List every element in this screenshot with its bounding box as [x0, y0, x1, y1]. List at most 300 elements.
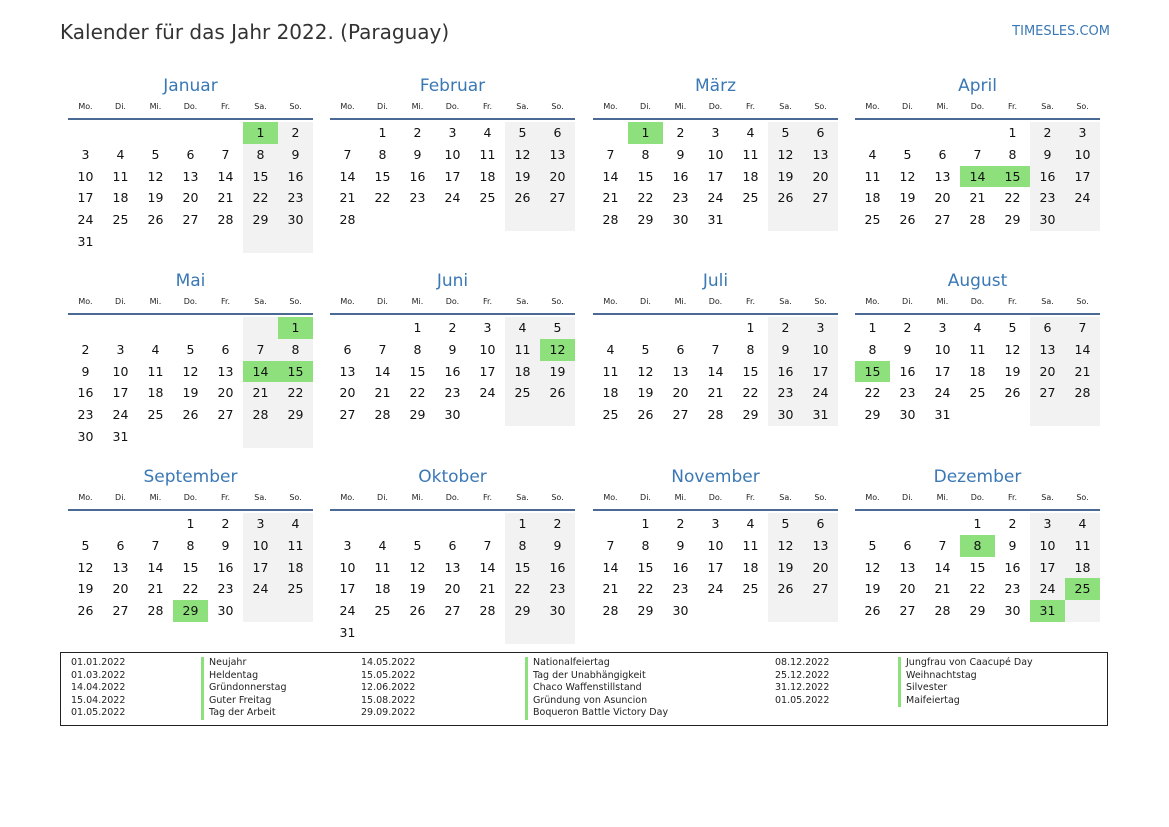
day-cell: 20 — [444, 581, 461, 597]
day-cell: 4 — [278, 513, 313, 535]
holiday-legend — [60, 652, 1108, 726]
month-name: Mai — [175, 271, 206, 291]
legend-name-column — [201, 657, 286, 720]
day-cell: 8 — [243, 144, 278, 166]
day-cell: 4 — [1065, 513, 1100, 535]
day-cell: 19 — [1004, 363, 1021, 379]
day-cell: 19 — [768, 166, 803, 188]
empty-day-cell — [925, 513, 960, 535]
empty-day-cell — [540, 622, 575, 644]
day-cell: 12 — [409, 559, 426, 575]
day-cell: 16 — [1004, 559, 1021, 575]
day-cell: 27 — [672, 407, 689, 423]
day-cell: 2 — [413, 125, 422, 140]
weekday-label: Sa. — [516, 297, 529, 306]
month-name: November — [671, 467, 760, 487]
day-cell: 9 — [768, 339, 803, 361]
day-cell: 7 — [483, 537, 492, 553]
day-cell: 9 — [676, 146, 685, 162]
day-cell: 13 — [112, 559, 129, 575]
weekday-label: Mi. — [674, 493, 687, 502]
day-cell: 20 — [803, 557, 838, 579]
weekday-label: Do. — [445, 493, 460, 502]
day-cell: 5 — [540, 317, 575, 339]
day-cell: 13 — [803, 144, 838, 166]
day-cell: 18 — [479, 168, 496, 184]
holiday-day-cell: 25 — [1065, 578, 1100, 600]
day-cell: 2 — [540, 513, 575, 535]
empty-day-cell — [400, 622, 435, 644]
day-cell: 3 — [711, 516, 720, 531]
day-cell: 17 — [77, 190, 94, 206]
day-cell: 25 — [479, 190, 496, 206]
day-cell: 26 — [899, 212, 916, 228]
day-cell: 31 — [934, 407, 951, 423]
day-cell: 23 — [540, 578, 575, 600]
day-cell: 18 — [742, 559, 759, 575]
empty-day-cell — [733, 209, 768, 231]
empty-day-cell — [470, 513, 505, 535]
weekday-label: Di. — [115, 493, 126, 502]
weekday-label: Mo. — [865, 493, 880, 502]
empty-day-cell — [208, 426, 243, 448]
weekday-header — [330, 100, 575, 120]
day-cell: 4 — [746, 516, 755, 531]
day-cell: 19 — [768, 557, 803, 579]
day-cell: 14 — [217, 168, 234, 184]
day-cell: 17 — [934, 363, 951, 379]
holiday-date: 01.05.2022 — [71, 707, 126, 719]
day-cell: 25 — [505, 382, 540, 404]
day-cell: 2 — [81, 341, 90, 357]
day-cell: 24 — [1030, 578, 1065, 600]
weekday-label: Mo. — [78, 102, 93, 111]
weekday-label: Di. — [377, 297, 388, 306]
weekday-label: Sa. — [1041, 102, 1054, 111]
day-cell: 29 — [278, 404, 313, 426]
empty-day-cell — [803, 600, 838, 622]
empty-day-cell — [243, 317, 278, 339]
day-cell: 21 — [969, 190, 986, 206]
day-cell: 12 — [147, 168, 164, 184]
day-cell: 10 — [1065, 144, 1100, 166]
day-cell: 24 — [934, 385, 951, 401]
month-name: Oktober — [418, 467, 487, 487]
holiday-name: Jungfrau von Caacupé Day — [898, 657, 1033, 670]
day-cell: 2 — [1008, 516, 1017, 531]
empty-day-cell — [400, 209, 435, 231]
day-cell: 13 — [1030, 339, 1065, 361]
weekday-header — [593, 295, 838, 315]
holiday-day-cell: 1 — [278, 317, 313, 339]
day-cell: 12 — [768, 535, 803, 557]
day-cell: 2 — [676, 125, 685, 140]
day-cell: 19 — [505, 166, 540, 188]
day-cell: 10 — [339, 559, 356, 575]
weekday-label: Sa. — [516, 102, 529, 111]
day-cell: 20 — [339, 385, 356, 401]
day-cell: 27 — [803, 187, 838, 209]
weekday-label: Fr. — [220, 102, 231, 111]
day-cell: 13 — [672, 363, 689, 379]
weekday-header — [855, 100, 1100, 120]
day-grid — [330, 317, 575, 426]
day-cell: 8 — [641, 537, 650, 553]
day-cell: 11 — [112, 168, 129, 184]
day-cell: 18 — [602, 385, 619, 401]
day-cell: 13 — [540, 144, 575, 166]
day-cell: 26 — [182, 407, 199, 423]
weekday-label: Mi. — [674, 297, 687, 306]
day-cell: 17 — [1030, 557, 1065, 579]
day-cell: 15 — [637, 559, 654, 575]
day-cell: 16 — [672, 559, 689, 575]
holiday-name: Chaco Waffenstillstand — [525, 682, 668, 695]
empty-day-cell — [1065, 600, 1100, 622]
day-cell: 7 — [243, 339, 278, 361]
empty-day-cell — [698, 317, 733, 339]
holiday-name: Guter Freitag — [201, 695, 286, 708]
day-cell: 28 — [602, 603, 619, 619]
day-cell: 4 — [378, 537, 387, 553]
day-cell: 10 — [934, 341, 951, 357]
day-grid — [593, 317, 838, 426]
day-cell: 4 — [505, 317, 540, 339]
day-cell: 20 — [899, 581, 916, 597]
day-cell: 30 — [444, 407, 461, 423]
day-cell: 16 — [409, 168, 426, 184]
day-cell: 25 — [742, 190, 759, 206]
empty-day-cell — [278, 426, 313, 448]
day-cell: 18 — [864, 190, 881, 206]
day-cell: 11 — [479, 146, 496, 162]
day-cell: 25 — [742, 581, 759, 597]
day-cell: 6 — [1030, 317, 1065, 339]
day-cell: 7 — [938, 537, 947, 553]
holiday-day-cell: 1 — [628, 122, 663, 144]
day-cell: 20 — [182, 190, 199, 206]
empty-day-cell — [208, 122, 243, 144]
day-cell: 25 — [969, 385, 986, 401]
day-cell: 17 — [444, 168, 461, 184]
empty-day-cell — [243, 426, 278, 448]
day-cell: 20 — [1030, 361, 1065, 383]
day-cell: 4 — [116, 146, 125, 162]
day-cell: 28 — [1065, 382, 1100, 404]
day-cell: 8 — [413, 341, 422, 357]
legend-date-column — [71, 657, 125, 720]
weekday-label: Do. — [708, 493, 723, 502]
day-cell: 24 — [479, 385, 496, 401]
day-cell: 7 — [151, 537, 160, 553]
day-cell: 11 — [742, 537, 759, 553]
day-cell: 1 — [973, 516, 982, 531]
day-cell: 22 — [969, 581, 986, 597]
brand-link[interactable]: TIMESLES.COM — [1012, 24, 1110, 39]
day-cell: 4 — [606, 341, 615, 357]
day-cell: 28 — [934, 603, 951, 619]
weekday-label: Fr. — [482, 493, 493, 502]
weekday-label: So. — [814, 493, 827, 502]
day-cell: 9 — [278, 144, 313, 166]
day-cell: 10 — [112, 363, 129, 379]
month-3 — [593, 74, 838, 231]
day-cell: 8 — [1008, 146, 1017, 162]
day-cell: 29 — [1004, 212, 1021, 228]
empty-day-cell — [243, 600, 278, 622]
weekday-label: So. — [1076, 102, 1089, 111]
weekday-label: Fr. — [482, 102, 493, 111]
empty-day-cell — [435, 622, 470, 644]
day-cell: 8 — [641, 146, 650, 162]
day-cell: 1 — [868, 320, 877, 335]
day-cell: 28 — [339, 212, 356, 228]
empty-day-cell — [925, 122, 960, 144]
weekday-label: Do. — [708, 297, 723, 306]
holiday-name: Gründung von Asuncion — [525, 695, 668, 708]
holiday-day-cell: 15 — [995, 166, 1030, 188]
day-cell: 5 — [768, 122, 803, 144]
day-cell: 30 — [540, 600, 575, 622]
weekday-label: Sa. — [254, 297, 267, 306]
holiday-date: 29.09.2022 — [361, 707, 416, 719]
day-cell: 6 — [803, 513, 838, 535]
weekday-label: Mo. — [340, 297, 355, 306]
day-cell: 2 — [676, 516, 685, 531]
weekday-label: Sa. — [779, 102, 792, 111]
day-cell: 2 — [278, 122, 313, 144]
holiday-name: Heldentag — [201, 670, 286, 683]
weekday-label: Do. — [970, 297, 985, 306]
weekday-label: So. — [814, 297, 827, 306]
weekday-label: Di. — [640, 102, 651, 111]
weekday-header — [855, 491, 1100, 511]
weekday-label: Di. — [115, 297, 126, 306]
weekday-header — [330, 491, 575, 511]
empty-day-cell — [1030, 404, 1065, 426]
empty-day-cell — [103, 317, 138, 339]
empty-day-cell — [365, 513, 400, 535]
day-cell: 26 — [768, 187, 803, 209]
day-cell: 6 — [116, 537, 125, 553]
day-cell: 28 — [479, 603, 496, 619]
holiday-day-cell: 14 — [960, 166, 995, 188]
day-cell: 11 — [969, 341, 986, 357]
day-cell: 13 — [803, 535, 838, 557]
weekday-label: Di. — [377, 493, 388, 502]
day-cell: 15 — [969, 559, 986, 575]
day-cell: 9 — [413, 146, 422, 162]
day-cell: 24 — [803, 382, 838, 404]
empty-day-cell — [663, 317, 698, 339]
day-cell: 29 — [864, 407, 881, 423]
day-cell: 9 — [1008, 537, 1017, 553]
empty-day-cell — [208, 317, 243, 339]
day-cell: 22 — [409, 385, 426, 401]
day-cell: 1 — [641, 516, 650, 531]
day-cell: 31 — [803, 404, 838, 426]
day-cell: 27 — [803, 578, 838, 600]
day-cell: 18 — [742, 168, 759, 184]
weekday-label: Mi. — [411, 102, 424, 111]
day-cell: 14 — [602, 559, 619, 575]
day-grid — [593, 122, 838, 231]
day-cell: 21 — [217, 190, 234, 206]
month-name: Januar — [163, 76, 218, 96]
day-cell: 13 — [934, 168, 951, 184]
weekday-label: Mi. — [149, 493, 162, 502]
weekday-label: Do. — [708, 102, 723, 111]
weekday-label: So. — [1076, 297, 1089, 306]
day-cell: 28 — [969, 212, 986, 228]
day-cell: 28 — [374, 407, 391, 423]
day-cell: 21 — [934, 581, 951, 597]
month-name: Februar — [419, 76, 486, 96]
month-name: März — [695, 76, 736, 96]
day-cell: 4 — [868, 146, 877, 162]
day-cell: 31 — [339, 624, 356, 640]
page-title: Kalender für das Jahr 2022. (Paraguay) — [60, 20, 450, 44]
day-cell: 27 — [217, 407, 234, 423]
empty-day-cell — [330, 317, 365, 339]
empty-day-cell — [138, 426, 173, 448]
day-cell: 16 — [899, 363, 916, 379]
day-cell: 18 — [969, 363, 986, 379]
day-cell: 16 — [768, 361, 803, 383]
holiday-day-cell: 15 — [278, 361, 313, 383]
holiday-date: 08.12.2022 — [775, 657, 830, 668]
holiday-date: 31.12.2022 — [775, 682, 830, 694]
day-cell: 30 — [278, 209, 313, 231]
empty-day-cell — [138, 231, 173, 253]
day-cell: 10 — [707, 537, 724, 553]
day-cell: 22 — [243, 187, 278, 209]
day-cell: 22 — [278, 382, 313, 404]
day-cell: 12 — [77, 559, 94, 575]
day-cell: 1 — [505, 513, 540, 535]
empty-day-cell — [540, 404, 575, 426]
day-grid — [330, 513, 575, 644]
day-cell: 1 — [413, 320, 422, 335]
day-cell: 31 — [112, 428, 129, 444]
legend-name-column — [898, 657, 1033, 707]
day-cell: 13 — [217, 363, 234, 379]
empty-day-cell — [768, 209, 803, 231]
holiday-day-cell: 12 — [540, 339, 575, 361]
day-cell: 11 — [505, 339, 540, 361]
day-cell: 17 — [339, 581, 356, 597]
holiday-name: Nationalfeiertag — [525, 657, 668, 670]
day-cell: 26 — [505, 187, 540, 209]
day-cell: 11 — [147, 363, 164, 379]
day-cell: 3 — [711, 125, 720, 140]
weekday-label: Di. — [115, 102, 126, 111]
day-cell: 27 — [182, 212, 199, 228]
weekday-label: Do. — [445, 297, 460, 306]
empty-day-cell — [435, 513, 470, 535]
day-cell: 17 — [112, 385, 129, 401]
day-cell: 8 — [746, 341, 755, 357]
legend-date-column — [361, 657, 415, 720]
day-cell: 20 — [803, 166, 838, 188]
empty-day-cell — [593, 317, 628, 339]
month-9 — [68, 465, 313, 622]
weekday-label: Mo. — [78, 493, 93, 502]
day-cell: 23 — [77, 407, 94, 423]
weekday-label: Do. — [970, 102, 985, 111]
day-cell: 29 — [505, 600, 540, 622]
holiday-name: Neujahr — [201, 657, 286, 670]
day-cell: 12 — [505, 144, 540, 166]
month-5 — [68, 269, 313, 448]
holiday-day-cell: 8 — [960, 535, 995, 557]
day-cell: 18 — [374, 581, 391, 597]
weekday-label: Sa. — [516, 493, 529, 502]
day-cell: 3 — [81, 146, 90, 162]
day-cell: 22 — [182, 581, 199, 597]
day-cell: 25 — [374, 603, 391, 619]
month-name: August — [947, 271, 1008, 291]
day-cell: 11 — [864, 168, 881, 184]
day-cell: 25 — [278, 578, 313, 600]
day-cell: 21 — [339, 190, 356, 206]
day-cell: 21 — [147, 581, 164, 597]
day-cell: 5 — [768, 513, 803, 535]
day-cell: 16 — [444, 363, 461, 379]
day-cell: 23 — [1004, 581, 1021, 597]
empty-day-cell — [435, 209, 470, 231]
month-6 — [330, 269, 575, 426]
empty-day-cell — [103, 513, 138, 535]
day-cell: 9 — [676, 537, 685, 553]
day-cell: 7 — [973, 146, 982, 162]
weekday-label: Mi. — [149, 102, 162, 111]
day-cell: 15 — [742, 363, 759, 379]
empty-day-cell — [733, 600, 768, 622]
day-cell: 16 — [1030, 166, 1065, 188]
weekday-label: Di. — [902, 102, 913, 111]
day-cell: 22 — [1004, 190, 1021, 206]
empty-day-cell — [505, 209, 540, 231]
day-cell: 14 — [479, 559, 496, 575]
day-cell: 5 — [903, 146, 912, 162]
day-cell: 28 — [243, 404, 278, 426]
day-cell: 14 — [339, 168, 356, 184]
day-cell: 9 — [221, 537, 230, 553]
day-cell: 23 — [409, 190, 426, 206]
empty-day-cell — [1065, 404, 1100, 426]
day-grid — [593, 513, 838, 622]
weekday-label: Mo. — [603, 297, 618, 306]
day-cell: 17 — [479, 363, 496, 379]
day-cell: 27 — [444, 603, 461, 619]
month-name: September — [143, 467, 238, 487]
day-cell: 3 — [448, 125, 457, 140]
day-cell: 19 — [182, 385, 199, 401]
day-cell: 29 — [969, 603, 986, 619]
day-cell: 6 — [540, 122, 575, 144]
weekday-header — [855, 295, 1100, 315]
day-cell: 25 — [147, 407, 164, 423]
day-cell: 20 — [217, 385, 234, 401]
day-cell: 5 — [413, 537, 422, 553]
holiday-date: 01.05.2022 — [775, 694, 830, 706]
month-10 — [330, 465, 575, 644]
day-cell: 29 — [637, 212, 654, 228]
day-cell: 14 — [707, 363, 724, 379]
weekday-label: Mo. — [603, 493, 618, 502]
day-cell: 12 — [864, 559, 881, 575]
